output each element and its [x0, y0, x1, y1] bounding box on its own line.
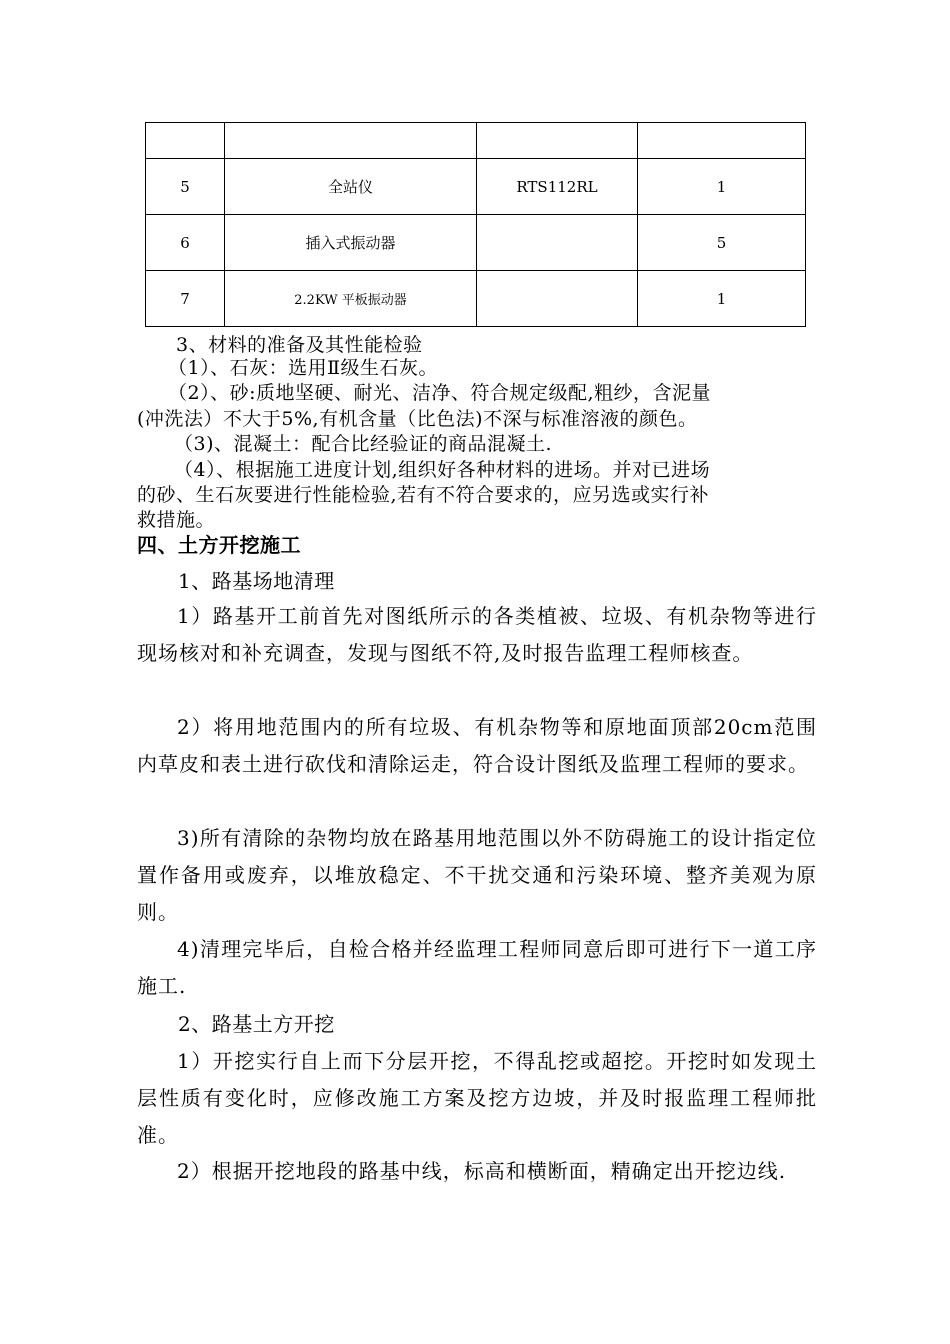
- cell-no: [146, 123, 225, 159]
- materials-item-2-line2: (冲洗法）不大于5%,有机含量（比色法)不深与标准溶液的颜色。: [137, 408, 698, 430]
- cell-no: 6: [146, 215, 225, 271]
- paragraph: [137, 598, 817, 672]
- paragraph-text: 1）开挖实行自上而下分层开挖，不得乱挖或超挖。开挖时如发现土层性质有变化时，应修改施工方案及挖方边坡，并及时报监理工程师批准。: [137, 1049, 817, 1147]
- materials-item-4-line3: 救措施。: [137, 509, 216, 531]
- paragraph-text: 2）根据开挖地段的路基中线，标高和横断面，精确定出开挖边线.: [177, 1159, 787, 1183]
- paragraph: [137, 709, 817, 783]
- materials-item-1: （1）、石灰：选用Ⅱ级生石灰。: [168, 357, 439, 379]
- cell-name: 2.2KW 平板振动器: [225, 271, 477, 327]
- materials-item-4-line1: （4）、根据施工进度计划,组织好各种材料的进场。并对已进场: [174, 459, 711, 481]
- paragraph-text: 1）路基开工前首先对图纸所示的各类植被、垃圾、有机杂物等进行现场核对和补充调查，发现与图纸不符,及时报告监理工程师核查。: [137, 604, 817, 665]
- cell-model: [477, 123, 638, 159]
- paragraph-text: 2）将用地范围内的所有垃圾、有机杂物等和原地面顶部20cm范围内草皮和表土进行砍伐和清除运走，符合设计图纸及监理工程师的要求。: [137, 715, 817, 776]
- paragraph-text: 3)所有清除的杂物均放在路基用地范围以外不防碍施工的设计指定位置作备用或废弃，以堆放稳定、不干扰交通和污染环境、整齐美观为原则。: [137, 826, 817, 924]
- cell-qty: [638, 123, 806, 159]
- cell-qty: 1: [638, 271, 806, 327]
- paragraph: [137, 1043, 817, 1154]
- section-heading: 四、土方开挖施工: [137, 533, 301, 557]
- cell-name: 全站仪: [225, 159, 477, 215]
- paragraph: [137, 1153, 817, 1190]
- table-row: [146, 215, 806, 271]
- cell-model: RTS112RL: [477, 159, 638, 215]
- table-row: [146, 159, 806, 215]
- paragraph-text: 4)清理完毕后，自检合格并经监理工程师同意后即可进行下一道工序施工.: [137, 937, 817, 998]
- subsection-title: 1、路基场地清理: [178, 569, 335, 593]
- cell-no: 5: [146, 159, 225, 215]
- table-row: [146, 271, 806, 327]
- subsection-title: 2、路基土方开挖: [178, 1012, 335, 1036]
- cell-no: 7: [146, 271, 225, 327]
- cell-qty: 1: [638, 159, 806, 215]
- materials-title: 3、材料的准备及其性能检验: [176, 334, 423, 356]
- cell-qty: 5: [638, 215, 806, 271]
- cell-name: [225, 123, 477, 159]
- cell-name: 插入式振动器: [225, 215, 477, 271]
- materials-item-4-line2: 的砂、生石灰要进行性能检验,若有不符合要求的，应另选或实行补: [137, 484, 710, 506]
- paragraph: [137, 820, 817, 931]
- table-row: [146, 123, 806, 159]
- equipment-table: [145, 122, 806, 327]
- materials-item-3: （3)、混凝土：配合比经验证的商品混凝土.: [174, 433, 553, 455]
- cell-model: [477, 215, 638, 271]
- cell-model: [477, 271, 638, 327]
- paragraph: [137, 931, 817, 1005]
- materials-item-2-line1: （2）、砂:质地坚硬、耐光、洁净、符合规定级配,粗纱，含泥量: [168, 382, 712, 404]
